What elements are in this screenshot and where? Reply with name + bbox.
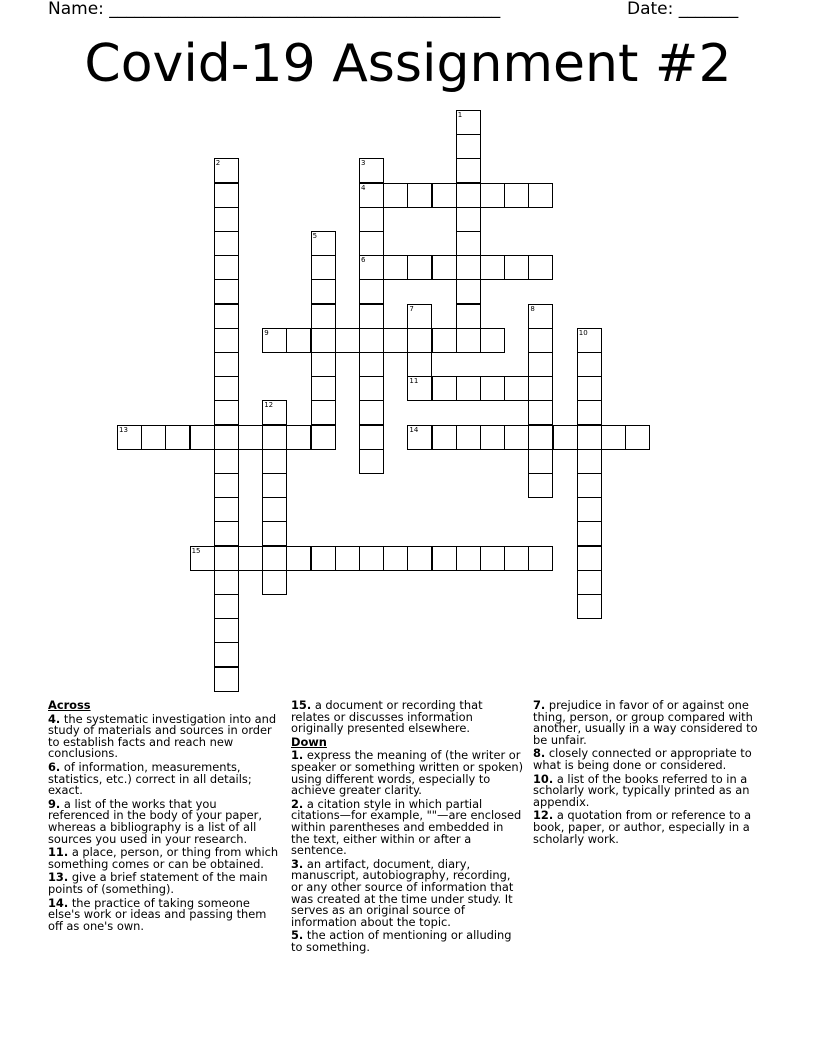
crossword-cell[interactable] xyxy=(383,255,408,280)
clue-text: a place, person, or thing from which something comes or can be obtained. xyxy=(48,845,279,871)
crossword-cell[interactable] xyxy=(359,158,384,183)
crossword-cell[interactable] xyxy=(359,255,384,280)
crossword-cell[interactable] xyxy=(383,546,408,571)
crossword-cell[interactable] xyxy=(407,183,432,208)
clue-text: the practice of taking someone else's work or ideas and passing them off as one's own. xyxy=(48,895,267,933)
crossword-cell[interactable] xyxy=(165,425,190,450)
crossword-cell[interactable] xyxy=(335,546,360,571)
crossword-cell[interactable] xyxy=(456,158,481,183)
crossword-cell[interactable] xyxy=(359,328,384,353)
clue-across-11 xyxy=(48,847,280,870)
crossword-cell[interactable] xyxy=(335,328,360,353)
crossword-cell[interactable] xyxy=(359,352,384,377)
clue-number: 1. xyxy=(291,748,304,763)
crossword-cell[interactable] xyxy=(214,425,239,450)
crossword-cell[interactable] xyxy=(214,497,239,522)
crossword-cell[interactable] xyxy=(456,546,481,571)
clue-text: prejudice in favor of or against one thing, person, or group compared with another, usually in a way considered to be unfair. xyxy=(533,698,758,747)
crossword-cell[interactable] xyxy=(214,376,239,401)
clue-number: 13. xyxy=(48,870,69,885)
crossword-cell[interactable] xyxy=(577,546,602,571)
clue-text: the action of mentioning or alluding to something. xyxy=(291,928,512,954)
cell-number: 3 xyxy=(361,159,366,168)
crossword-cell[interactable] xyxy=(190,546,215,571)
crossword-cell[interactable] xyxy=(407,352,432,377)
crossword-cell[interactable] xyxy=(238,425,263,450)
crossword-cell[interactable] xyxy=(262,449,287,474)
crossword-cell[interactable] xyxy=(262,570,287,595)
crossword-cell[interactable] xyxy=(456,231,481,256)
crossword-cell[interactable] xyxy=(577,497,602,522)
crossword-cell[interactable] xyxy=(214,594,239,619)
clue-number: 9. xyxy=(48,796,61,811)
crossword-cell[interactable] xyxy=(528,473,553,498)
crossword-cell[interactable] xyxy=(311,352,336,377)
crossword-cell[interactable] xyxy=(286,328,311,353)
crossword-cell[interactable] xyxy=(577,352,602,377)
crossword-cell[interactable] xyxy=(214,400,239,425)
crossword-cell[interactable] xyxy=(117,425,142,450)
crossword-cell[interactable] xyxy=(528,304,553,329)
cell-number: 11 xyxy=(409,377,419,386)
crossword-cell[interactable] xyxy=(311,328,336,353)
crossword-cell[interactable] xyxy=(480,328,505,353)
name-field-label[interactable]: Name: ______________________________________________ xyxy=(48,0,501,19)
crossword-cell[interactable] xyxy=(262,521,287,546)
crossword-cell[interactable] xyxy=(456,376,481,401)
crossword-cell[interactable] xyxy=(456,279,481,304)
crossword-cell[interactable] xyxy=(214,570,239,595)
crossword-cell[interactable] xyxy=(577,521,602,546)
crossword-cell[interactable] xyxy=(214,304,239,329)
cell-number: 1 xyxy=(457,111,463,119)
crossword-cell[interactable] xyxy=(359,546,384,571)
crossword-cell[interactable] xyxy=(456,255,481,280)
crossword-cell[interactable] xyxy=(577,449,602,474)
crossword-cell[interactable] xyxy=(456,425,481,450)
crossword-cell[interactable] xyxy=(359,279,384,304)
crossword-cell[interactable] xyxy=(238,546,263,571)
crossword-cell[interactable] xyxy=(504,425,529,450)
crossword-cell[interactable] xyxy=(480,255,505,280)
cell-number: 2 xyxy=(215,159,221,168)
clue-across-13 xyxy=(48,872,280,895)
crossword-cell[interactable] xyxy=(504,546,529,571)
crossword-cell[interactable] xyxy=(504,376,529,401)
crossword-cell[interactable] xyxy=(262,473,287,498)
clue-text: the systematic investigation into and study of materials and sources in order to establish facts and reach new conclusions. xyxy=(48,711,277,761)
crossword-cell[interactable] xyxy=(311,400,336,425)
crossword-cell[interactable] xyxy=(311,255,336,280)
crossword-cell[interactable] xyxy=(214,279,239,304)
crossword-cell[interactable] xyxy=(480,546,505,571)
clue-text: a list of the works that you referenced in the body of your paper, whereas a bibliography is a list of all sources you used in your research. xyxy=(48,796,262,846)
crossword-cell[interactable] xyxy=(262,328,287,353)
clue-down-2 xyxy=(291,796,525,858)
clue-number: 12. xyxy=(533,808,554,823)
crossword-cell[interactable] xyxy=(407,255,432,280)
crossword-cell[interactable] xyxy=(528,449,553,474)
crossword-cell[interactable] xyxy=(553,425,578,450)
crossword-cell[interactable] xyxy=(456,207,481,232)
crossword-cell[interactable] xyxy=(190,425,215,450)
clue-text: a document or recording that relates or discusses information originally presented elsewhere. xyxy=(291,698,483,736)
crossword-cell[interactable] xyxy=(359,449,384,474)
crossword-cell[interactable] xyxy=(214,449,239,474)
crossword-cell[interactable] xyxy=(214,255,239,280)
crossword-cell[interactable] xyxy=(214,328,239,353)
crossword-cell[interactable] xyxy=(311,231,336,256)
date-field-label[interactable]: Date: _______ xyxy=(627,0,739,19)
clue-down-8 xyxy=(533,748,765,771)
clue-across-14 xyxy=(48,895,280,933)
clue-down-10 xyxy=(533,771,765,809)
crossword-cell[interactable] xyxy=(504,255,529,280)
crossword-cell[interactable] xyxy=(214,473,239,498)
crossword-cell[interactable] xyxy=(480,425,505,450)
clue-down-12 xyxy=(533,810,765,845)
crossword-cell[interactable] xyxy=(528,255,553,280)
crossword-cell[interactable] xyxy=(141,425,166,450)
clue-number: 7. xyxy=(533,698,546,712)
crossword-cell[interactable] xyxy=(311,279,336,304)
clue-text: express the meaning of (the writer or speaker or something written or spoken) using different words, especially to achieve greater clarity. xyxy=(291,748,524,798)
crossword-cell[interactable] xyxy=(407,376,432,401)
crossword-cell[interactable] xyxy=(214,667,239,692)
crossword-cell[interactable] xyxy=(504,183,529,208)
crossword-cell[interactable] xyxy=(577,376,602,401)
crossword-cell[interactable] xyxy=(214,618,239,643)
clues-column-3 xyxy=(533,700,765,847)
clue-text: closely connected or appropriate to what is being done or considered. xyxy=(533,746,752,772)
clue-number: 11. xyxy=(48,845,69,860)
crossword-cell[interactable] xyxy=(214,158,239,183)
cell-number: 5 xyxy=(312,232,318,240)
clue-across-9 xyxy=(48,796,280,846)
crossword-cell[interactable] xyxy=(577,473,602,498)
cell-number: 10 xyxy=(578,328,588,337)
clue-number: 6. xyxy=(48,759,61,774)
down-heading: Down xyxy=(291,734,327,749)
clues-column-1 xyxy=(48,700,280,934)
clue-text: a citation style in which partial citations—for example, ""—are enclosed within parentheses and embedded in the text, either within or after a sentence. xyxy=(291,796,522,858)
crossword-cell[interactable] xyxy=(407,304,432,329)
crossword-cell[interactable] xyxy=(311,425,336,450)
crossword-cell[interactable] xyxy=(311,376,336,401)
crossword-cell[interactable] xyxy=(262,425,287,450)
crossword-cell[interactable] xyxy=(359,207,384,232)
clue-number: 4. xyxy=(48,711,61,726)
crossword-cell[interactable] xyxy=(286,546,311,571)
clue-number: 5. xyxy=(291,928,304,943)
crossword-cell[interactable] xyxy=(262,546,287,571)
clue-number: 10. xyxy=(533,771,554,786)
cell-number: 13 xyxy=(119,425,128,434)
crossword-cell[interactable] xyxy=(432,376,457,401)
crossword-cell[interactable] xyxy=(432,425,457,450)
clues-column-2 xyxy=(291,700,525,955)
clue-down-3 xyxy=(291,856,525,929)
crossword-cell[interactable] xyxy=(359,231,384,256)
crossword-cell[interactable] xyxy=(214,546,239,571)
clue-number: 2. xyxy=(291,796,304,811)
crossword-cell[interactable] xyxy=(432,183,457,208)
clue-number: 15. xyxy=(291,698,312,712)
crossword-cell[interactable] xyxy=(359,183,384,208)
clue-across-15 xyxy=(291,700,525,735)
cell-number: 6 xyxy=(361,256,366,265)
crossword-cell[interactable] xyxy=(625,425,650,450)
cell-number: 7 xyxy=(409,304,414,313)
crossword-cell[interactable] xyxy=(528,546,553,571)
crossword-cell[interactable] xyxy=(577,594,602,619)
cell-number: 14 xyxy=(409,425,419,434)
clue-number: 14. xyxy=(48,895,69,910)
crossword-cell[interactable] xyxy=(480,183,505,208)
clue-number: 3. xyxy=(291,856,304,871)
clue-across-4 xyxy=(48,711,280,761)
crossword-cell[interactable] xyxy=(528,376,553,401)
crossword-cell[interactable] xyxy=(383,183,408,208)
clue-number: 8. xyxy=(533,746,546,761)
cell-number: 15 xyxy=(191,546,201,555)
crossword-cell[interactable] xyxy=(359,304,384,329)
crossword-cell[interactable] xyxy=(214,642,239,667)
crossword-cell[interactable] xyxy=(577,570,602,595)
clue-text: a list of the books referred to in a scholarly work, typically printed as an appendix. xyxy=(533,771,750,809)
crossword-cell[interactable] xyxy=(214,521,239,546)
crossword-cell[interactable] xyxy=(407,328,432,353)
crossword-cell[interactable] xyxy=(407,546,432,571)
crossword-cell[interactable] xyxy=(432,328,457,353)
crossword-cell[interactable] xyxy=(286,425,311,450)
crossword-cell[interactable] xyxy=(528,328,553,353)
cell-number: 8 xyxy=(530,304,535,313)
crossword-cell[interactable] xyxy=(456,134,481,159)
crossword-cell[interactable] xyxy=(214,183,239,208)
crossword-cell[interactable] xyxy=(359,425,384,450)
crossword-cell[interactable] xyxy=(383,328,408,353)
page-title: Covid-19 Assignment #2 xyxy=(84,34,732,94)
crossword-cell[interactable] xyxy=(214,352,239,377)
crossword-cell[interactable] xyxy=(577,328,602,353)
crossword-cell[interactable] xyxy=(407,425,432,450)
clue-down-5 xyxy=(291,930,525,953)
clue-text: of information, measurements, statistics, etc.) correct in all details; exact. xyxy=(48,759,252,798)
cell-number: 12 xyxy=(264,401,274,410)
clue-across-6 xyxy=(48,759,280,798)
crossword-cell[interactable] xyxy=(359,400,384,425)
crossword-cell[interactable] xyxy=(359,376,384,401)
crossword-cell[interactable] xyxy=(480,376,505,401)
across-heading: Across xyxy=(48,698,91,712)
crossword-cell[interactable] xyxy=(577,425,602,450)
crossword-cell[interactable] xyxy=(528,400,553,425)
crossword-cell[interactable] xyxy=(528,352,553,377)
crossword-cell[interactable] xyxy=(432,255,457,280)
crossword-cell[interactable] xyxy=(311,304,336,329)
crossword-cell[interactable] xyxy=(601,425,626,450)
clue-text: give a brief statement of the main points of (something). xyxy=(48,870,268,896)
crossword-cell[interactable] xyxy=(214,207,239,232)
crossword-cell[interactable] xyxy=(311,546,336,571)
crossword-cell[interactable] xyxy=(262,400,287,425)
clue-down-1 xyxy=(291,750,525,796)
crossword-cell[interactable] xyxy=(214,231,239,256)
crossword-cell[interactable] xyxy=(262,497,287,522)
crossword-cell[interactable] xyxy=(456,110,481,135)
clue-down-7 xyxy=(533,700,765,746)
clue-text: an artifact, document, diary, manuscript, autobiography, recording, or any other source of information that was created at the time under study. It serves as an original source of information about the topic. xyxy=(291,856,514,929)
crossword-cell[interactable] xyxy=(528,425,553,450)
clue-text: a quotation from or reference to a book, paper, or author, especially in a scholarly work. xyxy=(533,808,752,846)
crossword-cell[interactable] xyxy=(456,304,481,329)
cell-number: 4 xyxy=(361,183,366,192)
crossword-cell[interactable] xyxy=(456,183,481,208)
crossword-cell[interactable] xyxy=(432,546,457,571)
crossword-cell[interactable] xyxy=(577,400,602,425)
cell-number: 9 xyxy=(264,328,269,337)
crossword-cell[interactable] xyxy=(528,183,553,208)
crossword-cell[interactable] xyxy=(456,328,481,353)
